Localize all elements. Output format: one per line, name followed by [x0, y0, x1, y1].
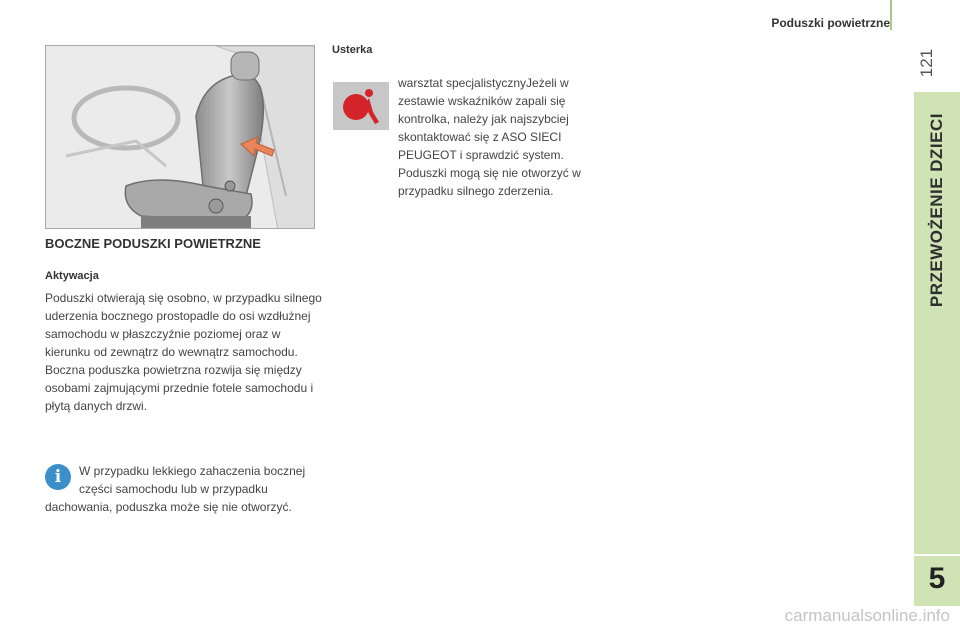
chapter-tab [914, 556, 960, 606]
info-icon: i [45, 464, 71, 490]
activation-heading: Aktywacja [45, 270, 99, 282]
seat-illustration [45, 45, 315, 229]
activation-text [45, 289, 325, 415]
info-text: W przypadku lekkiego zahaczenia bocznej części samochodu lub w przypadku dachowania, poduszka może się nie otworzyć. [45, 464, 306, 514]
info-note [45, 462, 325, 516]
running-header: Poduszki powietrzne [771, 16, 890, 30]
airbag-warning-symbol [333, 82, 389, 130]
section-heading: BOCZNE PODUSZKI POWIETRZNE [45, 236, 261, 251]
page-number: 121 [917, 48, 936, 78]
chapter-title: PRZEWOŻENIE DZIECI [927, 113, 946, 308]
fault-text: warsztat specjalistycznyJeżeli w zestawie wskaźników zapali się kontrolka, należy jak najszybciej skontaktować się z ASO SIECI PEUGEOT i sprawdzić system. Poduszki mogą się nie otworzyć w przypadku silnego zderzenia. [398, 76, 581, 198]
activation-paragraph-1: Poduszki otwierają się osobno, w przypadku silnego uderzenia bocznego prostopadle do osi wzdłużnej samochodu w płaszczyźnie poziomej oraz w kierunku od zewnątrz do wewnątrz samochodu. [45, 291, 322, 359]
watermark: carmanualsonline.info [784, 606, 950, 625]
seat-drawing [46, 46, 315, 229]
airbag-warning-icon [333, 82, 389, 130]
chapter-number: 5 [928, 562, 946, 595]
fault-heading: Usterka [332, 44, 373, 56]
activation-paragraph-2: Boczna poduszka powietrzna rozwija się między osobami zajmującymi przednie fotele samochodu i płytą danych drzwi. [45, 363, 314, 413]
header-divider [890, 0, 892, 30]
chapter-sidebar [914, 92, 960, 554]
